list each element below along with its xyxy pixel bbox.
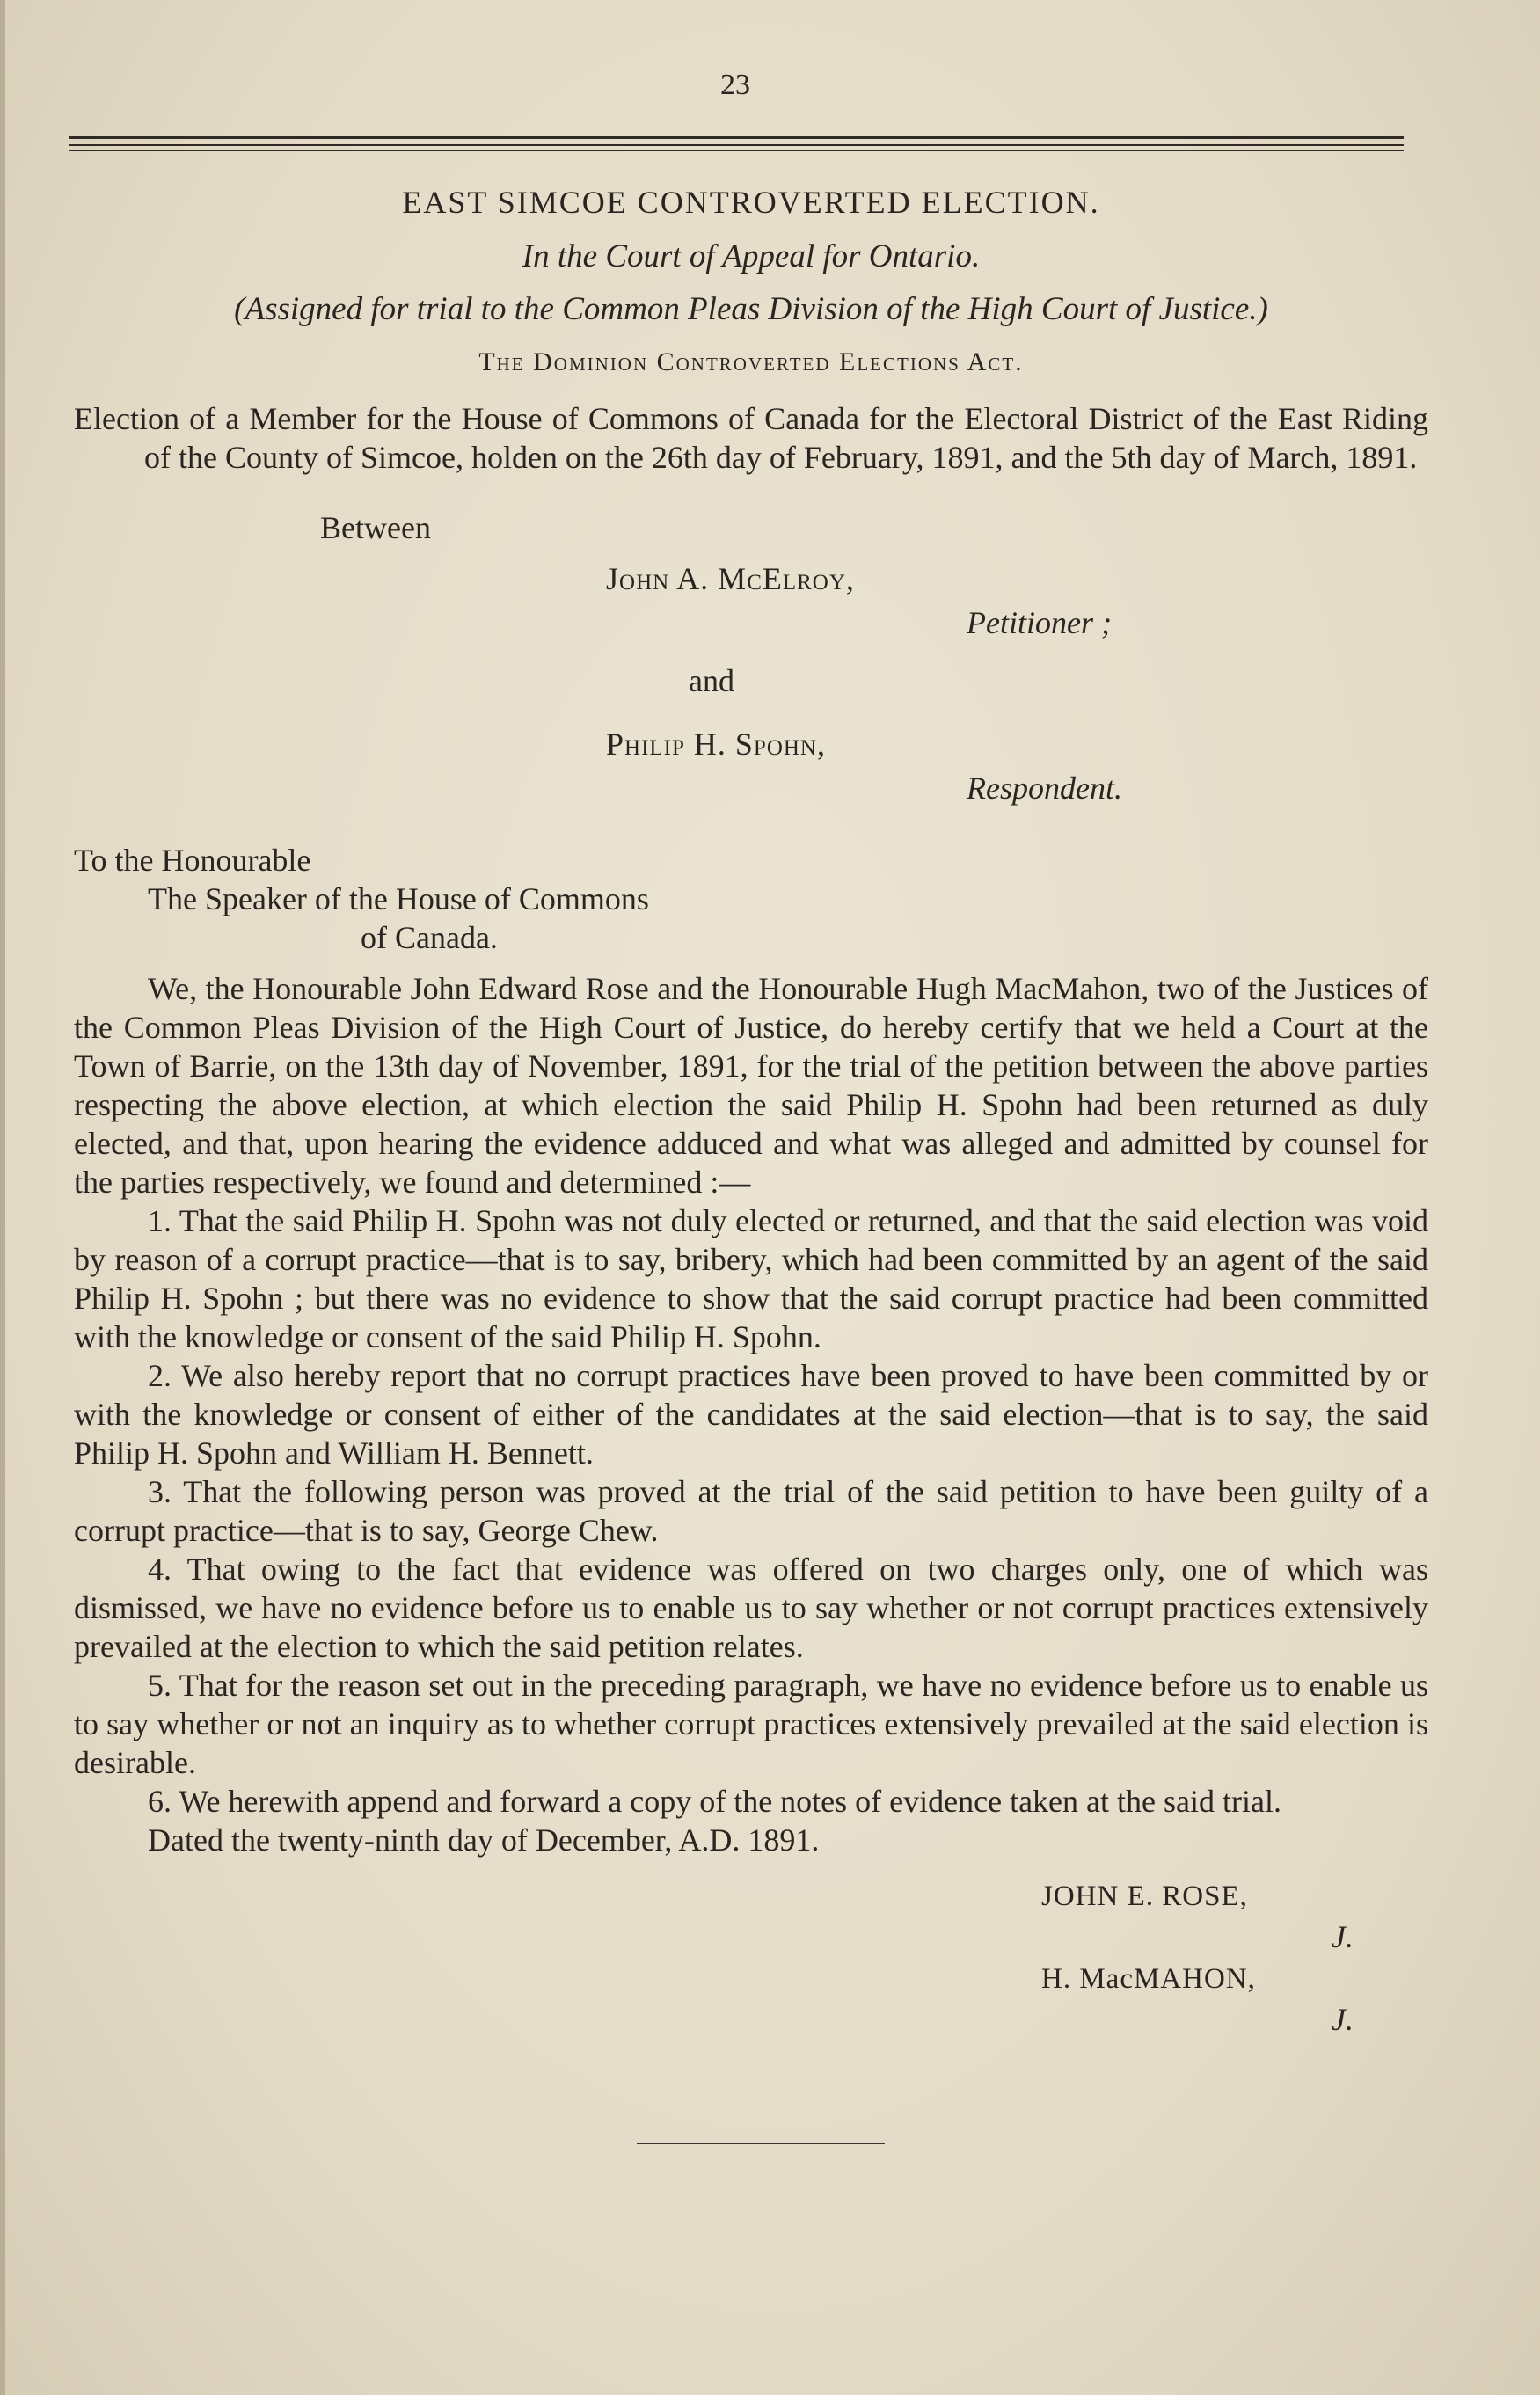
document-title: EAST SIMCOE CONTROVERTED ELECTION. <box>402 185 1100 220</box>
paragraph: 2. We also hereby report that no corrupt practices have been proved to have been committed by or with the knowledge or consent of either of the candidates at the said election—that is to say, the said Philip H. Spohn and William H. Bennett. <box>74 1358 1428 1471</box>
paragraph: 4. That owing to the fact that evidence was offered on two charges only, one of which was dismissed, we have no evidence before us to enable us to say whether or not corrupt practices extensively prevailed at the election to which the said petition relates. <box>74 1552 1428 1664</box>
act-heading: The Dominion Controverted Elections Act. <box>478 347 1024 376</box>
header-rule <box>69 136 1404 151</box>
and-label: and <box>689 663 734 698</box>
footer-rule <box>637 2143 885 2144</box>
paragraph: We, the Honourable John Edward Rose and the Honourable Hugh MacMahon, two of the Justices of the Common Pleas Division of the High Court of Justice, do hereby certify that we held a Court at the Town of Barrie, on the 13th day of November, 1891, for the trial of the petition between the above parties respecting the above election, at which election the said Philip H. Spohn had been returned as duly elected, and that, upon hearing the evidence adduced and what was alleged and admitted by counsel for the parties respectively, we found and determined :— <box>74 971 1428 1200</box>
paragraph: 5. That for the reason set out in the preceding paragraph, we have no evidence before us to enable us to say whether or not an inquiry as to whether corrupt practices extensively prevailed at the said election is desirable. <box>74 1668 1428 1780</box>
paragraph: 3. That the following person was proved at the trial of the said petition to have been guilty of a corrupt practice—that is to say, George Chew. <box>74 1474 1428 1548</box>
paragraph: 6. We herewith append and forward a copy of the notes of evidence taken at the said trial. <box>148 1784 1281 1819</box>
signature-name: H. MacMAHON, <box>1041 1963 1256 1995</box>
address-line: To the Honourable <box>74 843 311 878</box>
address-line: of Canada. <box>361 920 498 955</box>
petitioner-name: John A. McElroy, <box>606 561 855 596</box>
certificate-text <box>74 969 1428 1859</box>
respondent-role: Respondent. <box>967 770 1122 806</box>
signature-name: JOHN E. ROSE, <box>1041 1880 1248 1912</box>
assignment-note: (Assigned for trial to the Common Pleas Division of the High Court of Justice.) <box>234 291 1268 327</box>
signature-block <box>74 1868 1428 2044</box>
signature-title: J. <box>1332 2002 1354 2037</box>
dated-line: Dated the twenty-ninth day of December, A.D. 1891. <box>148 1822 820 1858</box>
petitioner-role: Petitioner ; <box>967 605 1112 640</box>
court-heading: In the Court of Appeal for Ontario. <box>522 238 981 274</box>
address-block <box>74 841 1428 957</box>
page-number: 23 <box>720 69 750 101</box>
petitioner-block <box>74 559 1428 642</box>
election-description: Election of a Member for the House of Commons of Canada for the Electoral District of the East Riding of the County of Simcoe, holden on the 26th day of February, 1891, and the 5th day of March, 1891. <box>74 401 1428 475</box>
address-line: The Speaker of the House of Commons <box>148 881 649 916</box>
respondent-block <box>74 725 1428 807</box>
respondent-name: Philip H. Spohn, <box>606 727 826 762</box>
signature-title: J. <box>1332 1919 1354 1954</box>
between-label: Between <box>320 510 431 545</box>
document-body <box>74 176 1428 2044</box>
paragraph: 1. That the said Philip H. Spohn was not duly elected or returned, and that the said election was void by reason of a corrupt practice—that is to say, bribery, which had been committed by an agent of the said Philip H. Spohn ; but there was no evidence to show that the said corrupt practice had been committed with the knowledge or consent of the said Philip H. Spohn. <box>74 1203 1428 1354</box>
